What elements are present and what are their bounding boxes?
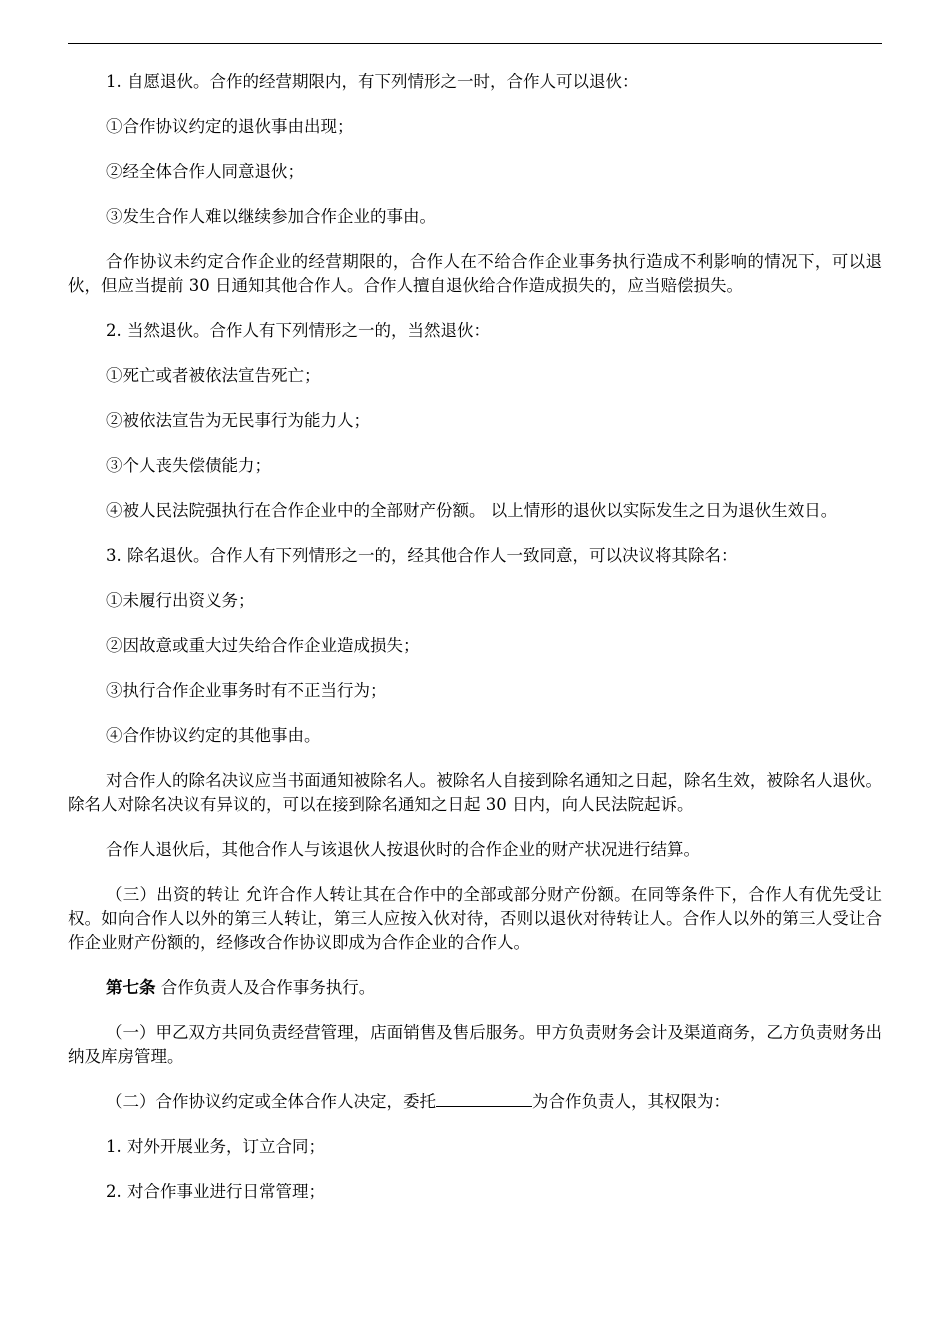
list-item: ③个人丧失偿债能力；	[106, 456, 271, 475]
list-item: 1. 对外开展业务，订立合同；	[106, 1137, 325, 1156]
header-rule	[68, 43, 882, 44]
clause-voluntary-withdrawal: 1. 自愿退伙。合作的经营期限内，有下列情形之一时，合作人可以退伙：	[106, 72, 639, 91]
list-item: ②因故意或重大过失给合作企业造成损失；	[106, 636, 420, 655]
paragraph: 对合作人的除名决议应当书面通知被除名人。被除名人自接到除名通知之日起，除名生效，被除名人退伙。除名人对除名决议有异议的，可以在接到除名通知之日起 30 日内，向人民法院起诉。	[68, 771, 882, 814]
list-item: ②经全体合作人同意退伙；	[106, 162, 304, 181]
list-item: ④合作协议约定的其他事由。	[106, 726, 321, 745]
list-item: ③执行合作企业事务时有不正当行为；	[106, 681, 387, 700]
paragraph: 合作协议未约定合作企业的经营期限的，合作人在不给合作企业事务执行造成不利影响的情况下，可以退伙，但应当提前 30 日通知其他合作人。合作人擅自退伙给合作造成损失的，应当赔偿损失。	[68, 252, 882, 295]
article-seven-heading	[68, 976, 882, 1000]
list-item: ④被人民法院强执行在合作企业中的全部财产份额。 以上情形的退伙以实际发生之日为退伙生效日。	[106, 501, 838, 520]
paragraph: （一）甲乙双方共同负责经营管理，店面销售及售后服务。甲方负责财务会计及渠道商务，乙方负责财务出纳及库房管理。	[68, 1023, 882, 1066]
list-item: 2. 对合作事业进行日常管理；	[106, 1182, 325, 1201]
list-item: ③发生合作人难以继续参加合作企业的事由。	[106, 207, 436, 226]
list-item: ①合作协议约定的退伙事由出现；	[106, 117, 354, 136]
list-item: ①死亡或者被依法宣告死亡；	[106, 366, 321, 385]
clause-transfer: （三）出资的转让 允许合作人转让其在合作中的全部或部分财产份额。在同等条件下，合作人有优先受让权。如向合作人以外的第三人转让，第三人应按入伙对待，否则以退伙对待转让人。合作人以外的第三人受让合作企业财产份额的，经修改合作协议即成为合作企业的合作人。	[68, 885, 882, 952]
text-segment: 为合作负责人，其权限为：	[532, 1092, 730, 1111]
article-number: 第七条	[106, 978, 156, 997]
clause-expulsion: 3. 除名退伙。合作人有下列情形之一的，经其他合作人一致同意，可以决议将其除名：	[106, 546, 738, 565]
text-segment: （二）合作协议约定或全体合作人决定，委托	[106, 1092, 436, 1111]
list-item: ①未履行出资义务；	[106, 591, 255, 610]
fill-in-blank	[436, 1092, 532, 1107]
clause-automatic-withdrawal: 2. 当然退伙。合作人有下列情形之一的，当然退伙：	[106, 321, 490, 340]
paragraph	[68, 1090, 882, 1114]
list-item: ②被依法宣告为无民事行为能力人；	[106, 411, 370, 430]
paragraph: 合作人退伙后，其他合作人与该退伙人按退伙时的合作企业的财产状况进行结算。	[106, 840, 700, 859]
article-title: 合作负责人及合作事务执行。	[155, 978, 376, 997]
document-body	[68, 70, 882, 1225]
